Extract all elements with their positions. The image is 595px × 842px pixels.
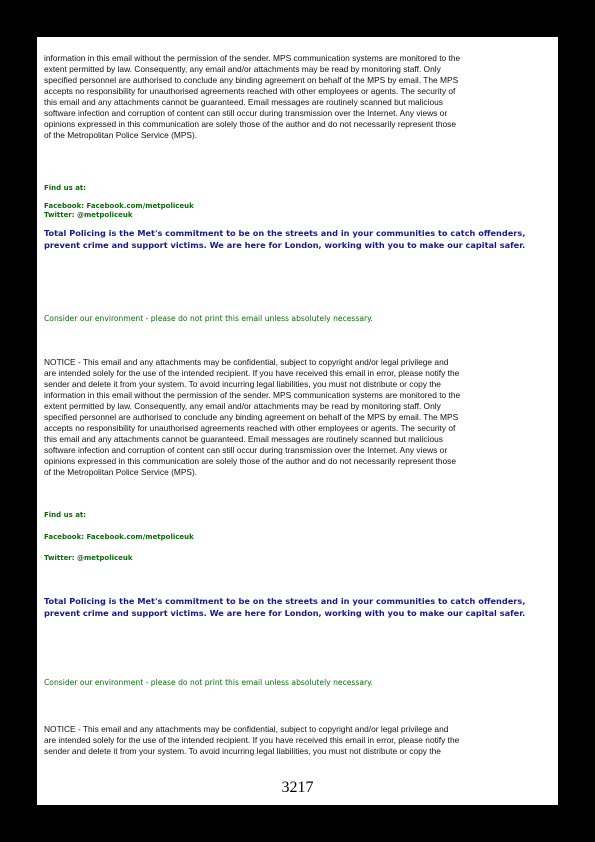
- facebook-link-2: Facebook: Facebook.com/metpoliceuk: [44, 533, 194, 541]
- total-policing-tagline: Total Policing is the Met's commitment to be on the streets and in your communities to catch offenders, prevent crime and support victims. We are here for London, working with you to make our capital safer.: [44, 228, 526, 250]
- environment-notice-2: Consider our environment - please do not print this email unless absolutely necessary.: [44, 678, 373, 687]
- find-us-heading-2: Find us at:: [44, 511, 87, 519]
- facebook-link: Facebook: Facebook.com/metpoliceuk: [44, 202, 194, 210]
- email-body: [44, 53, 554, 757]
- notice-paragraph-full: NOTICE - This email and any attachments may be confidential, subject to copyright and/or legal privilege and are intended solely for the use of the intended recipient. If you have received this email in error, please notify the sender and delete it from your system. To avoid incurring legal liabilities, you must not distribute or copy the information in this email without the permission of the sender. MPS communication systems are monitored to the extent permitted by law. Consequently, any email and/or attachments may be read by monitoring staff. Only specified personnel are authorised to conclude any binding agreement on behalf of the MPS by email. The MPS accepts no responsibility for unauthorised agreements reached with other employees or agents. The security of this email and any attachments cannot be guaranteed. Email messages are routinely scanned but malicious software infection and corruption of content can still occur during transmission over the Internet. Any views or opinions expressed in this communication are solely those of the author and do not necessarily represent those of the Metropolitan Police Service (MPS).: [44, 357, 461, 477]
- total-policing-tagline-2: Total Policing is the Met's commitment to be on the streets and in your communities to catch offenders, prevent crime and support victims. We are here for London, working with you to make our capital safer.: [44, 596, 526, 618]
- twitter-link-2: Twitter: @metpoliceuk: [44, 554, 133, 562]
- page-number: 3217: [281, 779, 314, 796]
- notice-paragraph-bottom: NOTICE - This email and any attachments may be confidential, subject to copyright and/or legal privilege and are intended solely for the use of the intended recipient. If you have received this email in error, please notify the sender and delete it from your system. To avoid incurring legal liabilities, you must not distribute or copy the: [44, 724, 460, 756]
- twitter-link: Twitter: @metpoliceuk: [44, 211, 133, 219]
- environment-notice: Consider our environment - please do not print this email unless absolutely necessary.: [44, 314, 373, 323]
- notice-paragraph-top: information in this email without the permission of the sender. MPS communication systems are monitored to the extent permitted by law. Consequently, any email and/or attachments may be read by monitoring staff. Only specified personnel are authorised to conclude any binding agreement on behalf of the MPS by email. The MPS accepts no responsibility for unauthorised agreements reached with other employees or agents. The security of this email and any attachments cannot be guaranteed. Email messages are routinely scanned but malicious software infection and corruption of content can still occur during transmission over the Internet. Any views or opinions expressed in this communication are solely those of the author and do not necessarily represent those of the Metropolitan Police Service (MPS).: [44, 53, 461, 140]
- find-us-heading: Find us at:: [44, 184, 87, 192]
- document-page: [37, 37, 558, 805]
